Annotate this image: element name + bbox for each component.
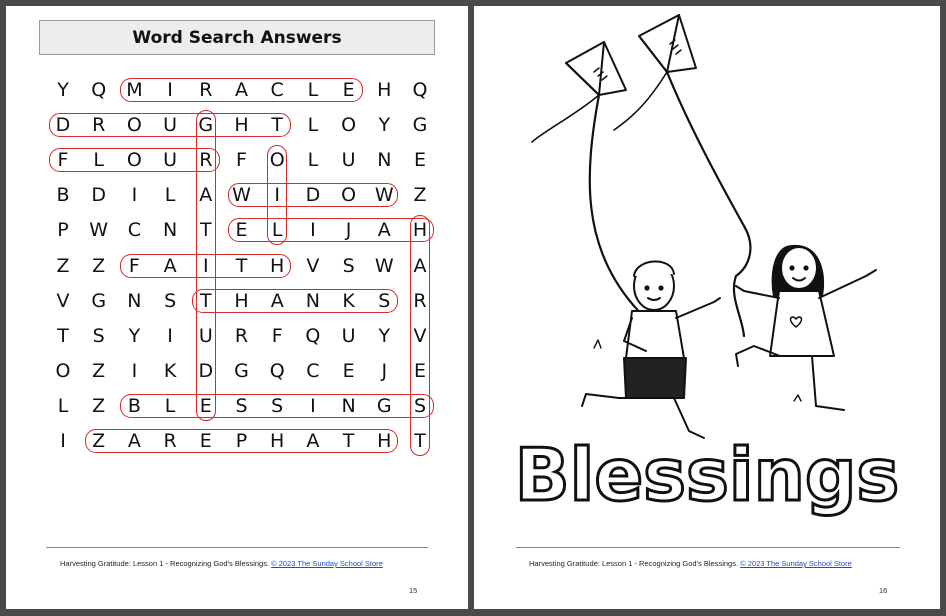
grid-letter: Y bbox=[378, 324, 391, 347]
grid-letter: A bbox=[270, 289, 284, 312]
word-search-grid bbox=[6, 6, 468, 476]
grid-letter: H bbox=[270, 430, 285, 452]
grid-letter: D bbox=[198, 359, 214, 382]
grid-letter: T bbox=[342, 430, 355, 452]
grid-letter: Z bbox=[56, 254, 70, 277]
grid-letter: W bbox=[89, 219, 109, 242]
grid-letter: I bbox=[310, 219, 316, 242]
answer-circle-drought bbox=[49, 113, 291, 137]
answer-circle-blessings bbox=[120, 394, 434, 418]
grid-letter: U bbox=[163, 149, 178, 172]
grid-letter: O bbox=[341, 184, 357, 207]
grid-letter: C bbox=[270, 79, 284, 101]
grid-letter: E bbox=[199, 394, 212, 417]
grid-letter: J bbox=[345, 219, 352, 242]
grid-letter: R bbox=[413, 289, 427, 312]
grid-letter: G bbox=[234, 359, 249, 382]
grid-letter: U bbox=[163, 114, 178, 137]
grid-letter: A bbox=[413, 254, 427, 277]
blessings-title-art: Blessings bbox=[514, 433, 900, 517]
grid-letter: W bbox=[232, 184, 251, 207]
grid-letter: N bbox=[305, 289, 320, 312]
grid-letter: R bbox=[234, 324, 249, 347]
grid-letter: Y bbox=[378, 114, 391, 137]
grid-letter: O bbox=[341, 114, 357, 137]
grid-letter: L bbox=[307, 149, 319, 172]
grid-letter: Y bbox=[57, 79, 69, 101]
grid-letter: U bbox=[341, 149, 356, 172]
grid-letter: Y bbox=[128, 324, 141, 347]
grid-letter: V bbox=[413, 324, 427, 347]
grid-letter: T bbox=[199, 219, 212, 242]
grid-letter: V bbox=[56, 289, 70, 312]
grid-letter: R bbox=[199, 79, 213, 101]
grid-letter: Q bbox=[269, 359, 285, 382]
grid-letter: S bbox=[164, 289, 177, 312]
grid-letter: N bbox=[162, 219, 178, 242]
grid-letter: T bbox=[414, 430, 426, 452]
grid-letter: O bbox=[269, 149, 285, 172]
grid-letter: K bbox=[342, 289, 355, 312]
grid-letter: L bbox=[307, 79, 319, 101]
grid-letter: O bbox=[126, 114, 142, 137]
grid-letter: C bbox=[127, 219, 142, 242]
answer-circle-flour bbox=[49, 148, 220, 172]
grid-letter: P bbox=[57, 219, 69, 242]
right-kite bbox=[639, 15, 696, 72]
grid-letter: Z bbox=[413, 184, 427, 207]
kite-children-illustration bbox=[474, 6, 940, 546]
grid-letter: G bbox=[91, 289, 107, 312]
footer-divider bbox=[516, 547, 900, 548]
grid-letter: E bbox=[235, 219, 248, 242]
grid-letter: J bbox=[381, 359, 388, 382]
grid-letter: A bbox=[127, 430, 141, 452]
grid-letter: I bbox=[167, 79, 173, 101]
answer-circle-thanks bbox=[192, 289, 399, 313]
grid-letter: B bbox=[127, 394, 141, 417]
grid-letter: L bbox=[164, 184, 176, 207]
grid-letter: H bbox=[412, 219, 428, 242]
grid-letter: F bbox=[236, 149, 247, 172]
word-search-title: Word Search Answers bbox=[39, 20, 435, 55]
grid-letter: N bbox=[127, 289, 142, 312]
grid-letter: L bbox=[57, 394, 69, 417]
grid-letter: E bbox=[342, 79, 355, 101]
page-15 bbox=[6, 6, 468, 609]
copyright-link[interactable]: © 2023 The Sunday School Store bbox=[271, 559, 383, 568]
grid-letter: H bbox=[377, 79, 392, 101]
grid-letter: R bbox=[163, 430, 177, 452]
grid-letter: E bbox=[199, 430, 212, 452]
left-kite bbox=[566, 42, 626, 95]
grid-letter: S bbox=[413, 394, 427, 417]
grid-letter: T bbox=[235, 254, 248, 277]
grid-letter: H bbox=[234, 114, 249, 137]
grid-letter: I bbox=[60, 430, 66, 452]
grid-letter: S bbox=[342, 254, 355, 277]
grid-letter: W bbox=[374, 254, 394, 277]
grid-letter: I bbox=[310, 394, 316, 417]
grid-letter: K bbox=[163, 359, 177, 382]
answer-circle-gratitude bbox=[196, 110, 216, 421]
grid-letter: C bbox=[306, 359, 320, 382]
grid-letter: N bbox=[377, 149, 392, 172]
grid-letter: E bbox=[342, 359, 355, 382]
grid-letter: A bbox=[306, 430, 320, 452]
grid-letter: V bbox=[306, 254, 320, 277]
grid-letter: H bbox=[234, 289, 249, 312]
grid-letter: P bbox=[235, 430, 248, 452]
grid-letter: I bbox=[131, 184, 138, 207]
grid-letter: S bbox=[378, 289, 391, 312]
grid-letter: G bbox=[412, 114, 428, 137]
grid-letter: M bbox=[126, 79, 143, 101]
grid-letter: S bbox=[235, 394, 248, 417]
answer-circle-widow bbox=[228, 183, 399, 207]
grid-letter: Z bbox=[92, 430, 106, 452]
grid-letter: G bbox=[376, 394, 392, 417]
grid-letter: A bbox=[377, 219, 391, 242]
answer-circle-zarephath bbox=[85, 429, 399, 453]
page-number: 16 bbox=[879, 586, 888, 595]
grid-letter: F bbox=[128, 254, 140, 277]
copyright-link[interactable]: © 2023 The Sunday School Store bbox=[740, 559, 852, 568]
grid-letter: Q bbox=[305, 324, 321, 347]
grid-letter: T bbox=[271, 114, 283, 137]
page-number: 15 bbox=[409, 586, 418, 595]
grid-letter: L bbox=[93, 149, 104, 172]
footer bbox=[60, 559, 383, 568]
grid-letter: L bbox=[164, 394, 176, 417]
grid-letter: R bbox=[92, 114, 106, 137]
grid-letter: H bbox=[377, 430, 392, 452]
answer-circle-harvest bbox=[410, 215, 430, 456]
grid-letter: I bbox=[274, 184, 280, 207]
grid-letter: Z bbox=[92, 394, 106, 417]
grid-letter: S bbox=[92, 324, 105, 347]
page-16 bbox=[474, 6, 940, 609]
answer-circle-oil bbox=[267, 145, 287, 245]
grid-letter: D bbox=[55, 114, 71, 137]
grid-letter: E bbox=[413, 149, 426, 172]
footer bbox=[529, 559, 852, 568]
grid-letter: D bbox=[91, 184, 106, 207]
footer-text: Harvesting Gratitude: Lesson 1 - Recognizing God's Blessings. bbox=[529, 559, 739, 568]
grid-letter: Q bbox=[91, 79, 107, 101]
grid-letter: A bbox=[163, 254, 177, 277]
grid-letter: R bbox=[199, 149, 213, 172]
answer-circle-elijah bbox=[228, 218, 435, 242]
grid-letter: I bbox=[202, 254, 209, 277]
grid-letter: W bbox=[374, 184, 394, 207]
grid-letter: O bbox=[55, 359, 71, 382]
grid-letter: H bbox=[270, 254, 285, 277]
grid-letter: N bbox=[341, 394, 356, 417]
grid-letter: B bbox=[56, 184, 70, 207]
grid-letter: D bbox=[305, 184, 321, 207]
grid-letter: L bbox=[271, 219, 283, 242]
grid-letter: F bbox=[271, 324, 283, 347]
grid-letter: T bbox=[199, 289, 212, 312]
grid-letter: E bbox=[413, 359, 426, 382]
girl-figure bbox=[736, 246, 876, 410]
grid-letter: I bbox=[131, 359, 138, 382]
grid-letter: I bbox=[167, 324, 173, 347]
grid-letter: Z bbox=[92, 254, 106, 277]
boy-figure bbox=[582, 261, 720, 438]
grid-letter: L bbox=[307, 114, 319, 137]
grid-letter: O bbox=[126, 149, 142, 172]
grid-letter: A bbox=[235, 79, 248, 101]
answer-circle-miracle bbox=[120, 78, 362, 102]
grid-letter: U bbox=[198, 324, 213, 347]
grid-letter: F bbox=[57, 149, 69, 172]
grid-letter: G bbox=[198, 114, 214, 137]
grid-letter: Q bbox=[412, 79, 428, 101]
footer-divider bbox=[46, 547, 428, 548]
footer-text: Harvesting Gratitude: Lesson 1 - Recognizing God's Blessings. bbox=[60, 559, 270, 568]
grid-letter: Z bbox=[92, 359, 106, 382]
grid-letter: A bbox=[199, 184, 213, 207]
grid-letter: T bbox=[57, 324, 69, 347]
grid-letter: S bbox=[271, 394, 284, 417]
grid-letter: U bbox=[341, 324, 356, 347]
